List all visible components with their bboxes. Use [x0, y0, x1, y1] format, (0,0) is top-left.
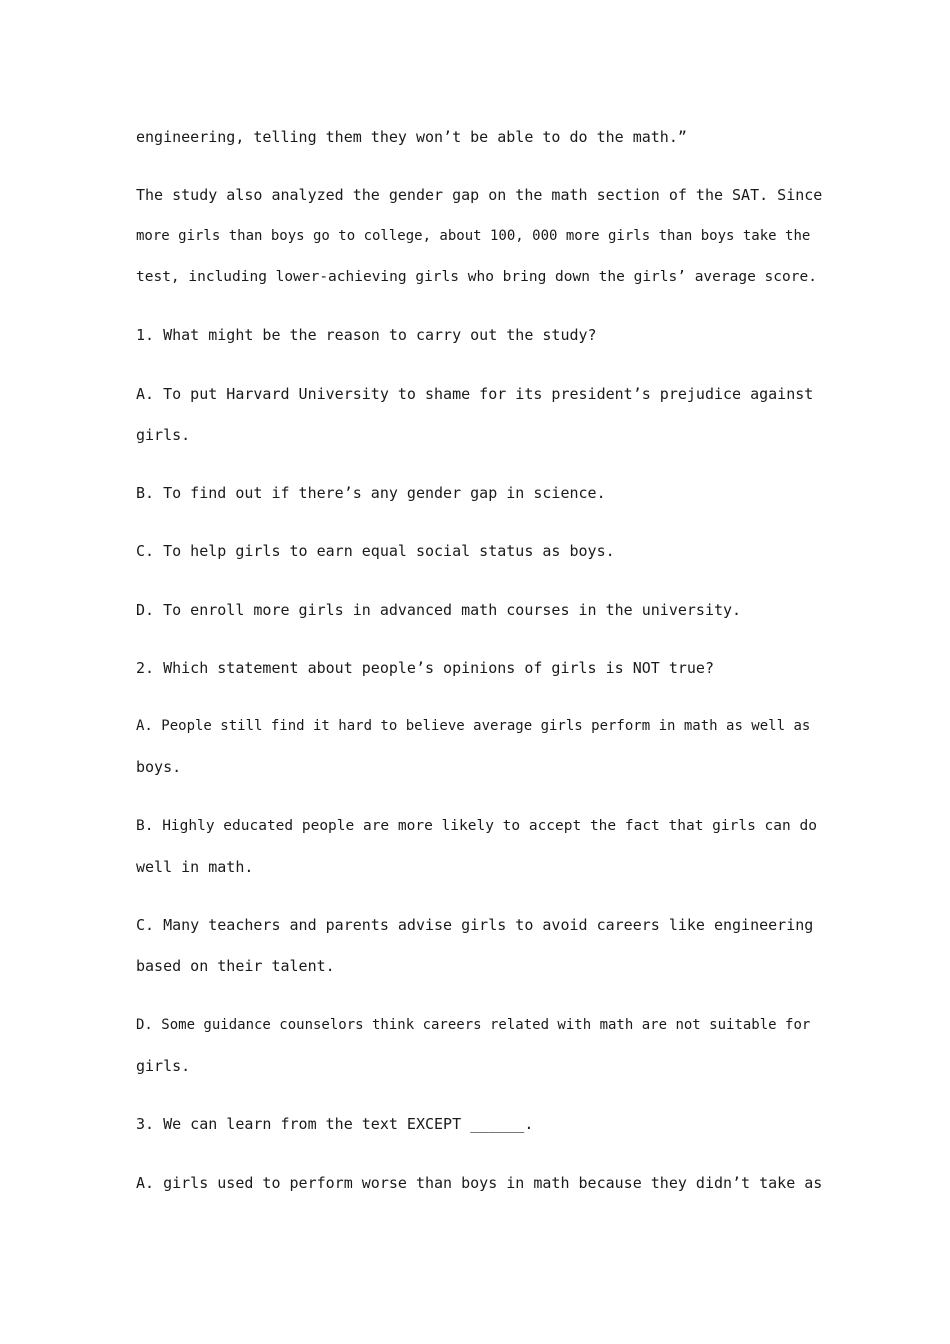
question-2-option-c-cont: based on their talent. [136, 957, 335, 975]
question-1-option-d: D. To enroll more girls in advanced math courses in the university. [136, 601, 742, 619]
question-2: 2. Which statement about people’s opinions of girls is NOT true? [136, 659, 714, 677]
question-1-option-a: A. To put Harvard University to shame for its president’s prejudice against [136, 385, 814, 403]
question-2-option-b: B. Highly educated people are more likely to accept the fact that girls can do [136, 818, 817, 834]
question-1-option-a-cont: girls. [136, 426, 191, 444]
question-2-option-c: C. Many teachers and parents advise girls to avoid careers like engineering [136, 916, 814, 934]
question-2-option-d-cont: girls. [136, 1057, 191, 1075]
question-3-option-a: A. girls used to perform worse than boys in math because they didn’t take as [136, 1174, 823, 1192]
passage-line: more girls than boys go to college, about 100, 000 more girls than boys take the [136, 228, 811, 244]
question-2-option-a: A. People still find it hard to believe average girls perform in math as well as [136, 718, 811, 734]
passage-line: engineering, telling them they won’t be able to do the math.” [136, 128, 687, 146]
question-1: 1. What might be the reason to carry out the study? [136, 326, 597, 344]
question-1-option-c: C. To help girls to earn equal social status as boys. [136, 542, 615, 560]
question-2-option-b-cont: well in math. [136, 858, 254, 876]
passage-line: test, including lower-achieving girls who bring down the girls’ average score. [136, 269, 817, 285]
question-1-option-b: B. To find out if there’s any gender gap in science. [136, 484, 606, 502]
passage-line: The study also analyzed the gender gap on the math section of the SAT. Since [136, 186, 823, 204]
question-2-option-a-cont: boys. [136, 758, 182, 776]
question-2-option-d: D. Some guidance counselors think careers related with math are not suitable for [136, 1017, 811, 1033]
question-3: 3. We can learn from the text EXCEPT ______. [136, 1115, 534, 1133]
